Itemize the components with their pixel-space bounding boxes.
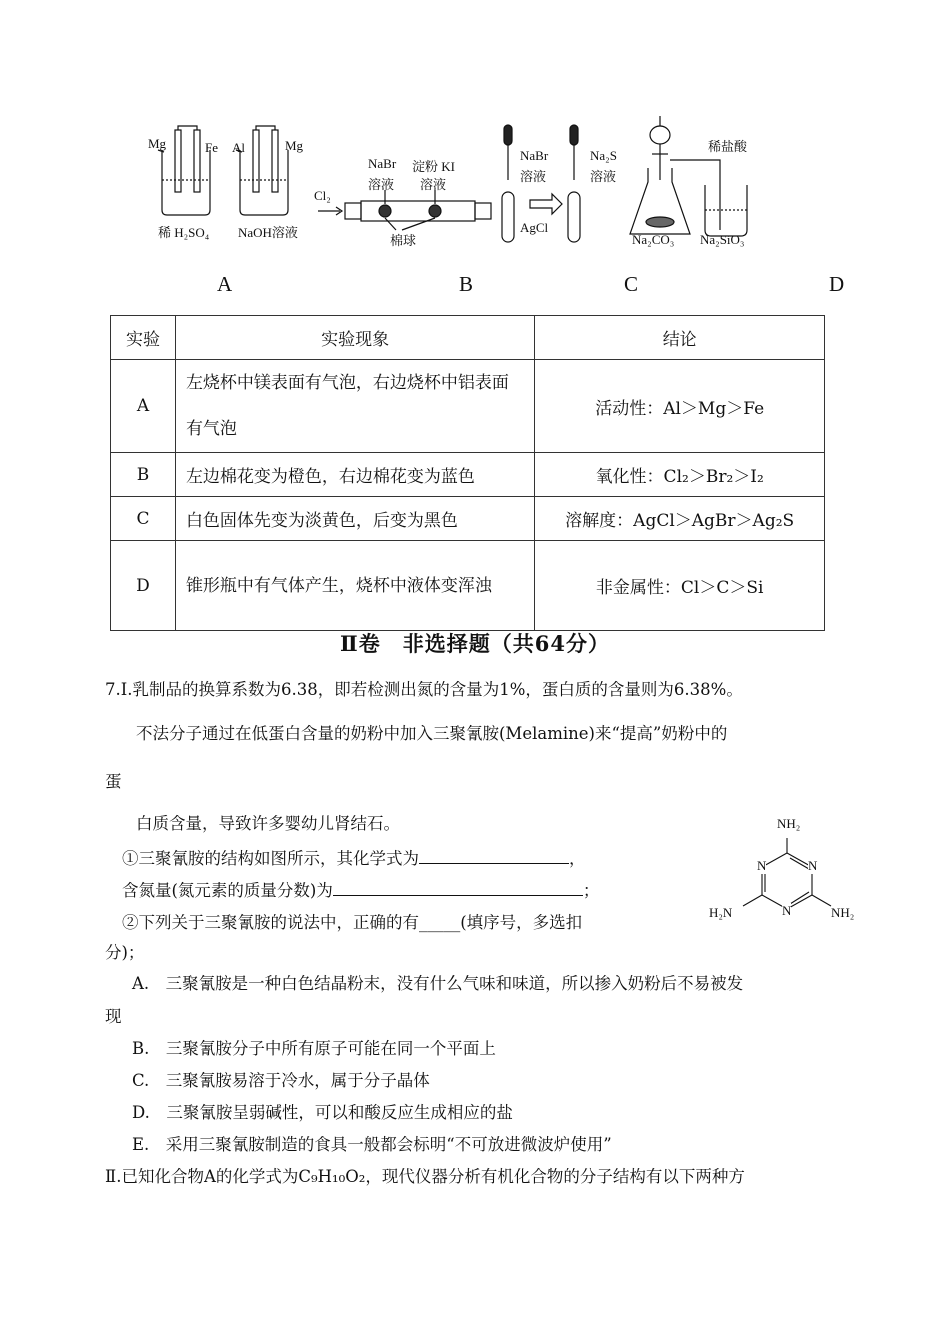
panel-c-solid: AgCl: [520, 220, 549, 235]
results-table: [110, 315, 825, 631]
panel-b-label-1b: 溶液: [368, 177, 395, 192]
panel-a-metal-2: Fe: [205, 140, 218, 155]
header-concl: 结论: [535, 316, 825, 360]
option-a: A. 三聚氰胺是一种白色结晶粉末，没有什么气味和味道，所以掺入奶粉后不易被发: [132, 974, 744, 993]
table-row: [111, 497, 825, 541]
ring-n-2: N: [808, 858, 818, 873]
q7-part-2: Ⅱ.已知化合物A的化学式为C₉H₁₀O₂，现代仪器分析有机化合物的分子结构有以下两种方: [105, 1167, 745, 1186]
panel-b-label-2b: 溶液: [420, 177, 447, 192]
table-row: [111, 541, 825, 631]
panel-c-label-2a: Na₂S: [590, 148, 617, 163]
panel-a-metal-4: Mg: [285, 138, 304, 153]
amine-right: NH₂: [831, 905, 855, 920]
panel-b-label-2a: 淀粉 KI: [412, 159, 455, 174]
panel-b-gas: Cl₂: [314, 188, 331, 203]
amine-top: NH₂: [777, 816, 801, 831]
table-row: [111, 360, 825, 453]
row-phen: 左边棉花变为橙色，右边棉花变为蓝色: [175, 453, 534, 497]
amine-left: H₂N: [709, 905, 733, 920]
panel-a-metal-1: Mg: [148, 136, 167, 151]
q7-nitrogen-question: [122, 877, 599, 901]
option-b: B. 三聚氰胺分子中所有原子可能在同一个平面上: [132, 1039, 496, 1058]
letter-a: A: [217, 272, 233, 296]
row-exp: C: [111, 497, 176, 541]
row-exp: D: [111, 541, 176, 631]
row-exp: A: [111, 360, 176, 453]
q7-line-2: 不法分子通过在低蛋白含量的奶粉中加入三聚氰胺(Melamine)来“提高”奶粉中的: [136, 724, 728, 743]
option-d: D. 三聚氰胺呈弱碱性，可以和酸反应生成相应的盐: [132, 1103, 513, 1122]
q7-options-question: ②下列关于三聚氰胺的说法中，正确的有_____(填序号，多选扣: [122, 913, 583, 932]
q7-line-3: 蛋: [105, 772, 122, 791]
panel-d-flask: Na₂CO₃: [632, 232, 675, 247]
row-phen: 白色固体先变为淡黄色，后变为黑色: [175, 497, 534, 541]
row-concl: 非金属性：Cl＞C＞Si: [535, 541, 825, 631]
panel-c-label-1b: 溶液: [520, 169, 547, 184]
q7-formula-end: ，: [569, 849, 586, 868]
row-concl: 氧化性：Cl₂＞Br₂＞I₂: [535, 453, 825, 497]
panel-b-cotton: 棉球: [390, 233, 417, 248]
table-header-row: [111, 316, 825, 360]
q7-formula-question: [122, 845, 586, 869]
panel-b-label-1a: NaBr: [368, 156, 397, 171]
panel-d-beaker: Na₂SiO₃: [700, 232, 745, 247]
q7-line-1: 7.Ⅰ.乳制品的换算系数为6.38，即若检测出氮的含量为1%，蛋白质的含量则为6.38%。: [105, 680, 743, 699]
letter-c: C: [624, 272, 639, 296]
option-a-cont: 现: [105, 1007, 122, 1026]
q7-nitrogen-text: 含氮量(氮元素的质量分数)为: [122, 881, 333, 900]
panel-a-metal-3: Al: [232, 140, 245, 155]
ring-n-1: N: [757, 858, 767, 873]
q7-formula-text: ①三聚氰胺的结构如图所示，其化学式为: [122, 849, 419, 868]
q7-line-4: 白质含量，导致许多婴幼儿肾结石。: [136, 814, 400, 833]
formula-answer-blank[interactable]: [419, 847, 569, 864]
option-e: E. 采用三聚氰胺制造的食具一般都会标明“不可放进微波炉使用”: [132, 1135, 612, 1154]
row-phen: 左烧杯中镁表面有气泡，右边烧杯中铝表面有气泡: [175, 360, 534, 453]
panel-a-solution-2: NaOH溶液: [238, 225, 298, 240]
row-exp: B: [111, 453, 176, 497]
panel-c-label-2b: 溶液: [590, 169, 617, 184]
nitrogen-answer-blank[interactable]: [333, 879, 583, 896]
row-concl: 活动性：Al＞Mg＞Fe: [535, 360, 825, 453]
q7-nitrogen-end: ；: [582, 881, 600, 900]
header-exp: 实验: [111, 316, 176, 360]
header-phen: 实验现象: [175, 316, 534, 360]
option-c: C. 三聚氰胺易溶于冷水，属于分子晶体: [132, 1071, 430, 1090]
table-row: [111, 453, 825, 497]
section-title: Ⅱ卷 非选择题（共64分）: [340, 631, 610, 656]
ring-n-3: N: [782, 903, 792, 918]
row-phen: 锥形瓶中有气体产生，烧杯中液体变浑浊: [175, 541, 534, 631]
panel-c-label-1a: NaBr: [520, 148, 549, 163]
panel-a-solution-1: 稀 H₂SO₄: [158, 225, 210, 240]
q7-options-question-end: 分)；: [105, 943, 145, 962]
panel-d-acid: 稀盐酸: [708, 139, 748, 154]
letter-d: D: [829, 272, 845, 296]
letter-b: B: [459, 272, 474, 296]
row-concl: 溶解度：AgCl＞AgBr＞Ag₂S: [535, 497, 825, 541]
